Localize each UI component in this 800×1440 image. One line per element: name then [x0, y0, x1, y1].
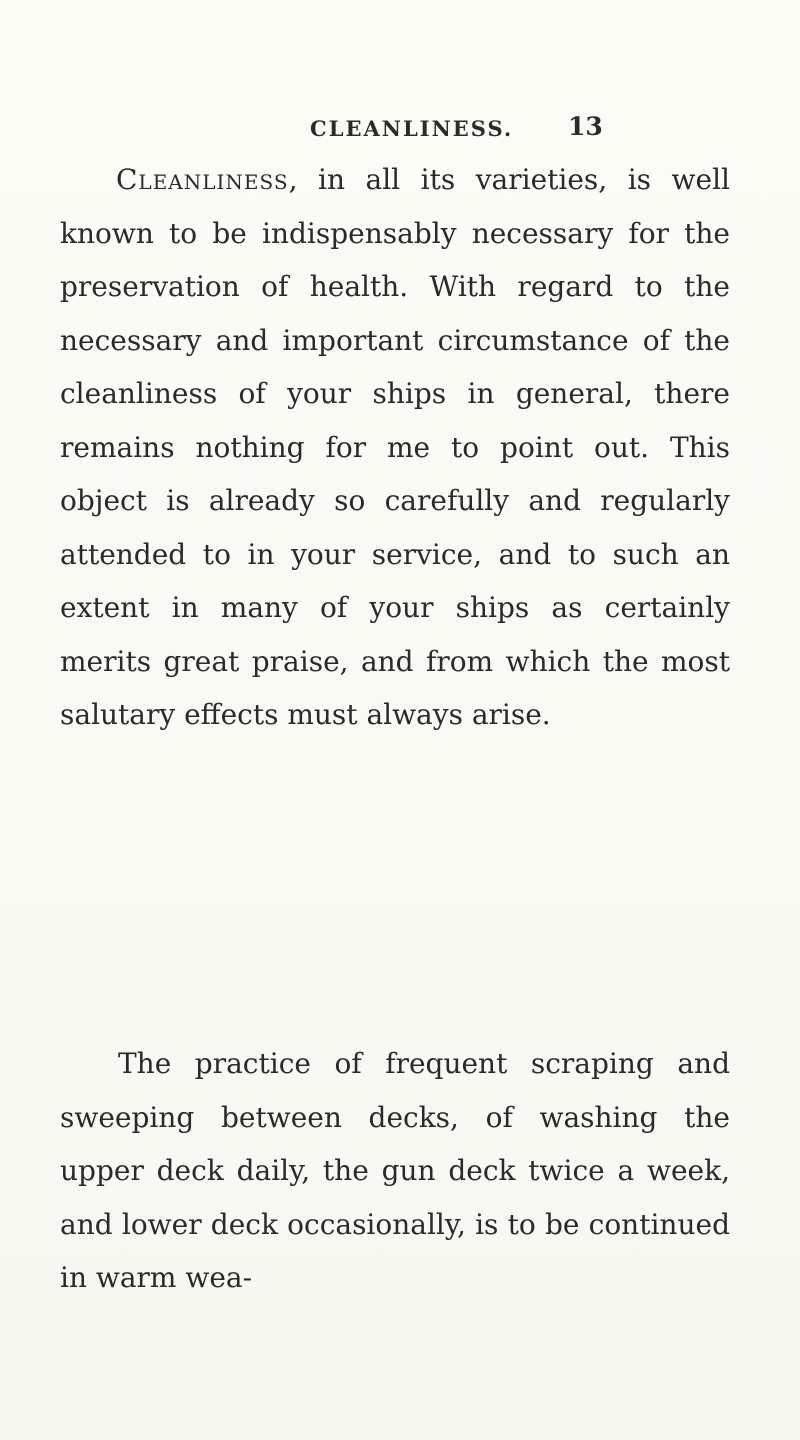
- page-header: [0, 112, 800, 150]
- paragraph-1-text: , in all its varieties, is well known to be indispensably necessary for the preservation of health. With regard to the necessary and important circumstance of the cleanliness of your ships in general, there remains nothing for me to point out. This object is already so carefully and regularly attended to in your service, and to such an extent in many of your ships as certainly merits great praise, and from which the most salutary effects must always arise.: [60, 163, 730, 731]
- paragraph-cleanliness-intro: [60, 153, 730, 742]
- page-number: 13: [568, 112, 603, 141]
- running-head: CLEANLINESS.: [310, 116, 514, 141]
- lead-word: Cleanliness: [116, 163, 289, 196]
- paragraph-deck-practice: The practice of frequent scraping and sweeping between decks, of washing the upper deck daily, the gun deck twice a week, and lower deck occasionally, is to be continued in warm wea-: [60, 1047, 730, 1294]
